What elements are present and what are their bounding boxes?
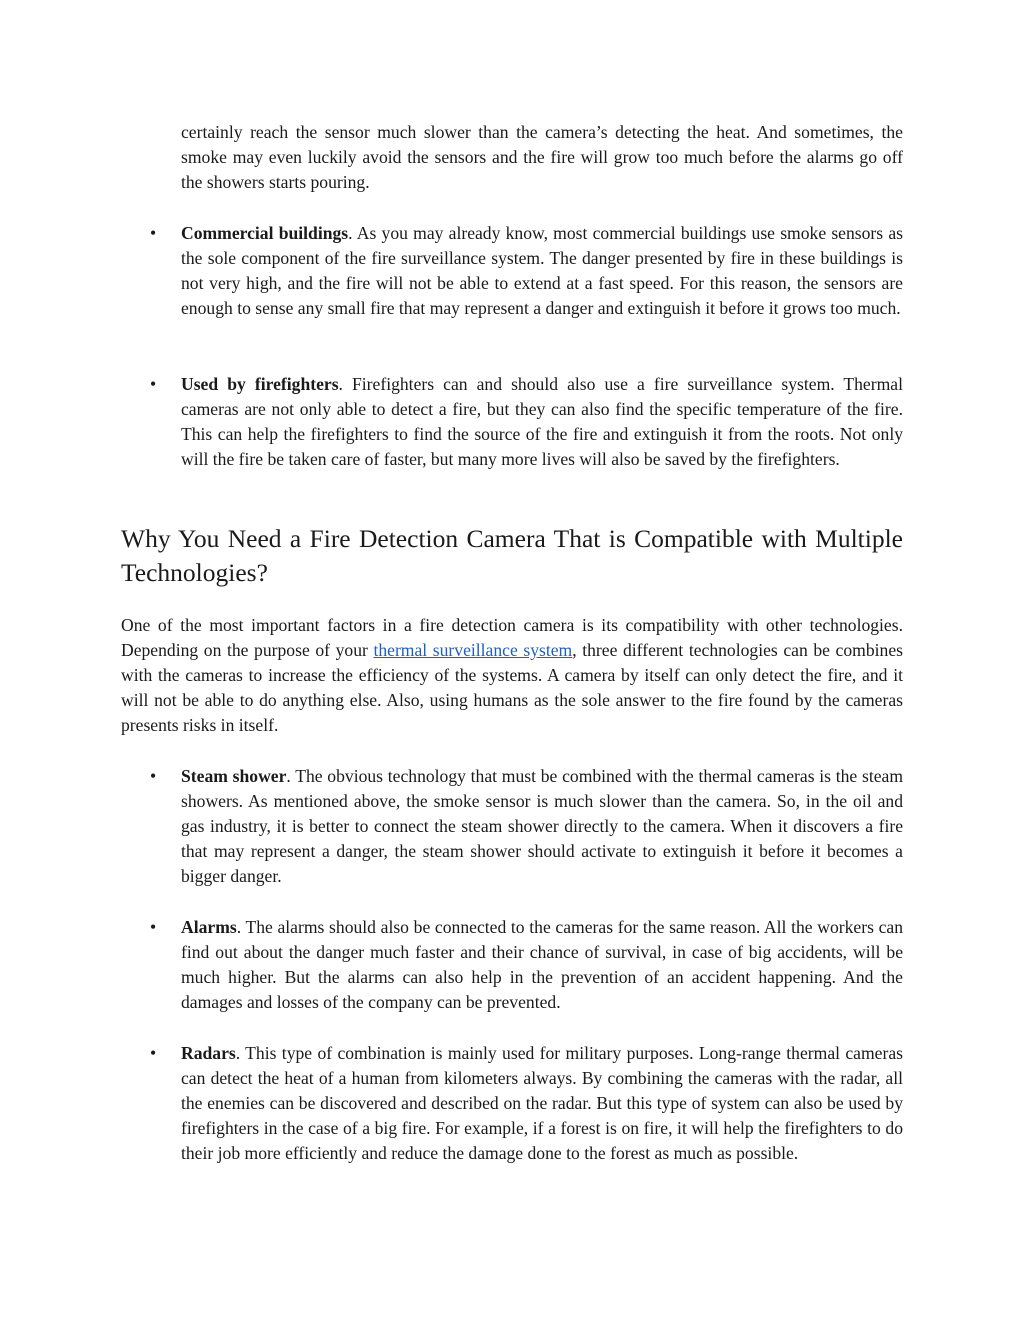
bullet-icon: •: [150, 766, 157, 786]
section-heading: Why You Need a Fire Detection Camera That is Compatible with Multiple Technologies?: [121, 524, 903, 587]
list-item-title: Steam shower: [181, 766, 287, 786]
list-item-text: . This type of combination is mainly used for military purposes. Long-range thermal cameras can detect the heat of a human from kilometers always. By combining the cameras with the radar, all the enemies can be discovered and described on the radar. But this type of system can also be used by firefighters in the case of a big fire. For example, if a forest is on fire, it will help the firefighters to do their job more efficiently and reduce the damage done to the forest as much as possible.: [181, 1043, 903, 1164]
paragraph-text-after-link: , three different technologies can be combines with the cameras to increase the efficiency of the systems. A camera by itself can only detect the fire, and it will not be able to do anything else. Also, using humans as the sole answer to the fire found by the cameras presents risks in itself.: [121, 640, 903, 736]
list-item-body: [181, 372, 903, 472]
paragraph-text-before-link: One of the most important factors in a fire detection camera is its compatibility with other technologies. Depending on the purpose of your: [121, 615, 903, 661]
thermal-surveillance-system-link[interactable]: thermal surveillance system: [373, 640, 573, 661]
list-item-steam-shower: [150, 764, 904, 889]
list-item-alarms: [150, 915, 903, 1015]
list-item-text: . The obvious technology that must be combined with the thermal cameras is the steam showers. As mentioned above, the smoke sensor is much slower than the camera. So, in the oil and gas industry, it is better to connect the steam shower directly to the camera. When it discovers a fire that may represent a danger, the steam shower should activate to extinguish it before it becomes a bigger danger.: [181, 766, 904, 887]
list-item-title: Used by firefighters: [181, 374, 339, 394]
bullet-icon: •: [150, 374, 157, 394]
list-item-body: [181, 915, 903, 1015]
list-item-commercial-buildings: [150, 221, 903, 321]
section-paragraph: [121, 613, 903, 738]
list-item-body: [181, 764, 903, 889]
bullet-icon: •: [150, 223, 157, 243]
list-item-text: . Firefighters can and should also use a fire surveillance system. Thermal cameras are not only able to detect a fire, but they can also find the specific temperature of the fire. This can help the firefighters to find the source of the fire and extinguish it from the roots. Not only will the fire be taken care of faster, but many more lives will also be saved by the firefighters.: [181, 374, 903, 470]
list-item-title: Alarms: [181, 917, 237, 937]
list-item-text: . The alarms should also be connected to the cameras for the same reason. All the workers can find out about the danger much faster and their chance of survival, in case of big accidents, will be much higher. But the alarms can also help in the prevention of an accident happening. And the damages and losses of the company can be prevented.: [181, 917, 903, 1013]
list-item-text: . As you may already know, most commercial buildings use smoke sensors as the sole component of the fire surveillance system. The danger presented by fire in these buildings is not very high, and the fire will not be able to extend at a fast speed. For this reason, the sensors are enough to sense any small fire that may represent a danger and extinguish it before it grows too much.: [181, 223, 903, 319]
intro-continuation-paragraph: certainly reach the sensor much slower than the camera’s detecting the heat. And sometimes, the smoke may even luckily avoid the sensors and the fire will grow too much before the alarms go off the showers starts pouring.: [181, 122, 903, 193]
list-item-used-by-firefighters: [150, 372, 903, 472]
bullet-icon: •: [150, 1043, 157, 1063]
list-item-body: [181, 1041, 903, 1166]
list-item-body: [181, 221, 903, 321]
list-item-title: Commercial buildings: [181, 223, 349, 243]
list-item-radars: [150, 1041, 903, 1166]
bullet-icon: •: [150, 917, 157, 937]
list-item-title: Radars: [181, 1043, 236, 1063]
